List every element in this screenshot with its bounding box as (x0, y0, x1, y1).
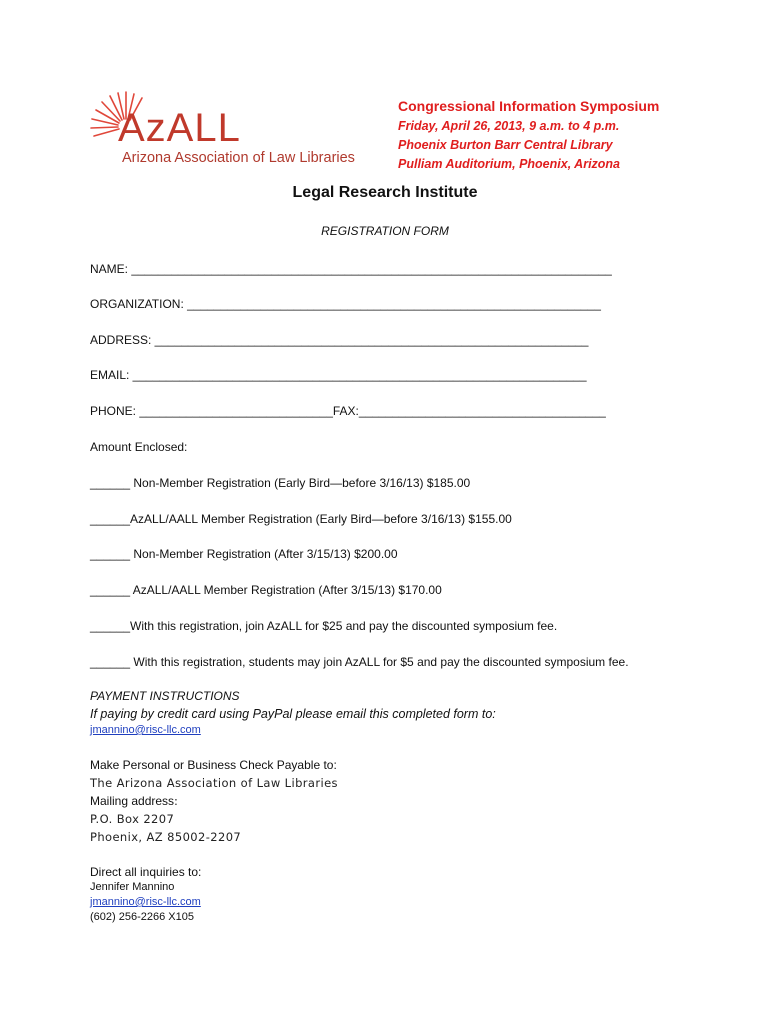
check-payable-label: Make Personal or Business Check Payable to: (90, 758, 337, 772)
option-nonmember-after[interactable]: ______ Non-Member Registration (After 3/15/13) $200.00 (90, 547, 398, 561)
azall-logo (88, 90, 378, 170)
event-title: Congressional Information Symposium (398, 98, 660, 114)
document-subtitle: REGISTRATION FORM (321, 224, 449, 238)
mailing-address-label-text: Mailing address (90, 794, 175, 808)
option-nonmember-early[interactable]: ______ Non-Member Registration (Early Bird—before 3/16/13) $185.00 (90, 476, 471, 490)
event-venue: Phoenix Burton Barr Central Library (398, 138, 613, 152)
option-member-after[interactable]: ______ AzALL/AALL Member Registration (After 3/15/13) $170.00 (90, 583, 442, 597)
mailing-address-label (90, 794, 178, 808)
phone-fax-field[interactable]: PHONE: _____________________________FAX:_____________________________________ (90, 404, 606, 418)
address-field[interactable]: ADDRESS: _________________________________________________________________ (90, 333, 589, 347)
mailing-address-line2: Phoenix, AZ 85002-2207 (90, 830, 242, 844)
logo-organization-name: Arizona Association of Law Libraries (122, 150, 355, 166)
event-info (398, 98, 659, 174)
event-date-time: Friday, April 26, 2013, 9 a.m. to 4 p.m. (398, 119, 620, 133)
name-field[interactable]: NAME: ________________________________________________________________________ (90, 262, 612, 276)
organization-field[interactable]: ORGANIZATION: ______________________________________________________________ (90, 297, 601, 311)
payment-note: If paying by credit card using PayPal please email this completed form to: (90, 707, 496, 721)
option-student-join[interactable]: ______ With this registration, students may join AzALL for $5 and pay the discounted symposium fee. (90, 655, 629, 669)
email-field[interactable]: EMAIL: ____________________________________________________________________ (90, 368, 587, 382)
check-payee: The Arizona Association of Law Libraries (90, 776, 338, 790)
mailing-address-colon: : (174, 794, 179, 808)
event-location: Pulliam Auditorium, Phoenix, Arizona (398, 157, 621, 171)
document-title: Legal Research Institute (292, 184, 478, 201)
logo-wordmark: AzALL (118, 106, 241, 150)
contact-phone: (602) 256-2266 X105 (90, 911, 194, 923)
inquiries-label: Direct all inquiries to: (90, 865, 202, 879)
option-join-azall[interactable]: ______With this registration, join AzALL for $25 and pay the discounted symposium fee. (90, 619, 558, 633)
payment-email-link[interactable]: jmannino@risc-llc.com (90, 724, 201, 736)
payment-heading: PAYMENT INSTRUCTIONS (90, 689, 240, 703)
option-member-early[interactable]: ______AzALL/AALL Member Registration (Early Bird—before 3/16/13) $155.00 (90, 512, 512, 526)
contact-email-link[interactable]: jmannino@risc-llc.com (90, 896, 201, 908)
mailing-address-line1: P.O. Box 2207 (90, 812, 175, 826)
contact-name: Jennifer Mannino (90, 881, 175, 893)
amount-enclosed-label: Amount Enclosed: (90, 440, 188, 454)
